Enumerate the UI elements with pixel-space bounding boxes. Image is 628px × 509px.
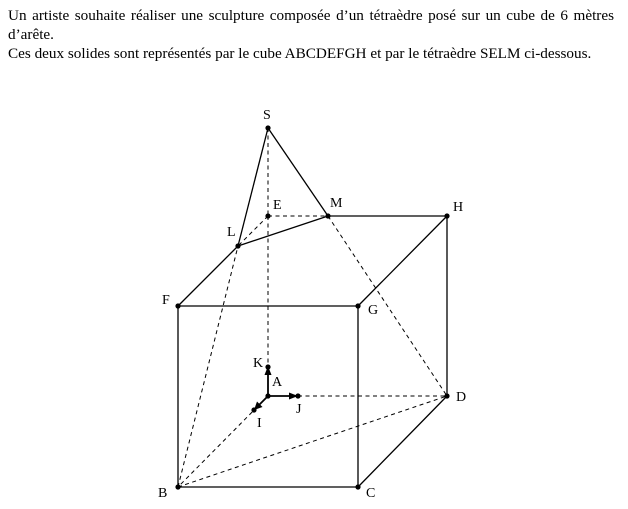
point-A bbox=[265, 393, 270, 398]
point-I bbox=[251, 407, 256, 412]
label-H: H bbox=[453, 200, 464, 215]
edge-BD bbox=[178, 396, 447, 487]
edge-LM bbox=[238, 216, 328, 246]
point-F bbox=[175, 303, 180, 308]
solid-edges bbox=[178, 128, 447, 487]
label-A: A bbox=[272, 375, 283, 390]
point-C bbox=[355, 484, 360, 489]
label-S: S bbox=[263, 108, 271, 123]
point-E bbox=[265, 213, 270, 218]
label-F: F bbox=[162, 293, 170, 308]
edge-FL bbox=[178, 246, 238, 306]
point-H bbox=[444, 213, 449, 218]
statement-paragraph-1: Un artiste souhaite réaliser une sculpture composée d’un tétraèdre posé sur un cube de 6 mètres d’arête. bbox=[8, 7, 614, 43]
label-G: G bbox=[368, 303, 379, 318]
statement-paragraph-2: Ces deux solides sont représentés par le cube ABCDEFGH et par le tétraèdre SELM ci-dessous. bbox=[8, 45, 592, 62]
label-D: D bbox=[456, 390, 467, 405]
edge-CD bbox=[358, 396, 447, 487]
label-M: M bbox=[330, 196, 343, 211]
point-S bbox=[265, 125, 270, 130]
label-B: B bbox=[158, 486, 168, 501]
label-K: K bbox=[253, 356, 264, 371]
point-B bbox=[175, 484, 180, 489]
point-M bbox=[325, 213, 330, 218]
label-E: E bbox=[273, 198, 282, 213]
point-L bbox=[235, 243, 240, 248]
edge-GH bbox=[358, 216, 447, 306]
hidden-edges bbox=[178, 128, 447, 487]
vertex-labels bbox=[158, 108, 466, 501]
label-C: C bbox=[366, 486, 376, 501]
edge-SL bbox=[238, 128, 268, 246]
point-G bbox=[355, 303, 360, 308]
point-J bbox=[295, 393, 300, 398]
label-I: I bbox=[257, 416, 262, 431]
label-L: L bbox=[227, 225, 236, 240]
label-J: J bbox=[296, 402, 302, 417]
edge-BL bbox=[178, 246, 238, 487]
point-D bbox=[444, 393, 449, 398]
point-K bbox=[265, 364, 270, 369]
